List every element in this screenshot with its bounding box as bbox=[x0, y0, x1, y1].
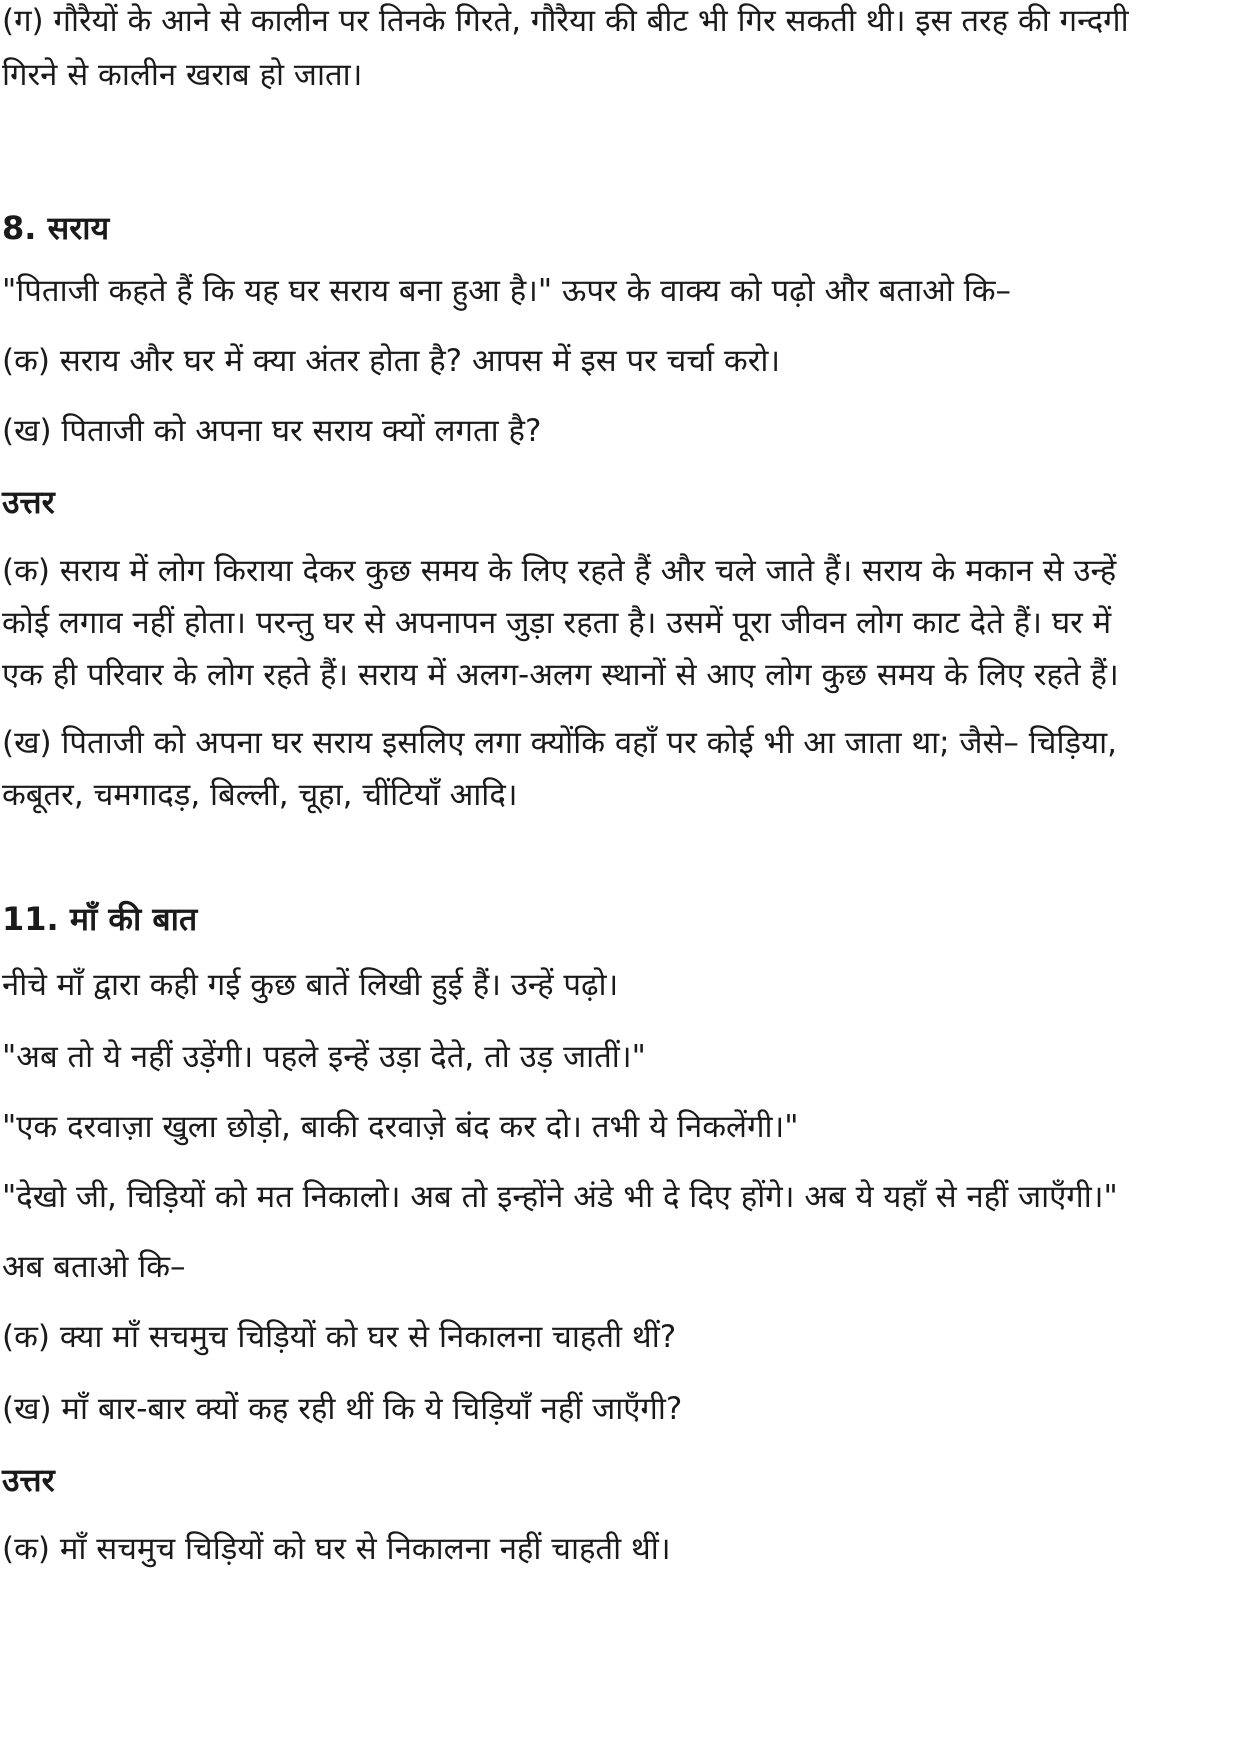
question-intro: "पिताजी कहते हैं कि यह घर सराय बना हुआ है।" ऊपर के वाक्य को पढ़ो और बताओ कि– bbox=[2, 273, 1012, 309]
question-intro: नीचे माँ द्वारा कही गई कुछ बातें लिखी हुई हैं। उन्हें पढ़ो। bbox=[2, 967, 619, 1003]
quote-line: "देखो जी, चिड़ियों को मत निकालो। अब तो इन्होंने अंडे भी दे दिए होंगे। अब ये यहाँ से नहीं जाएँगी।" bbox=[2, 1179, 1118, 1215]
quote-line: "एक दरवाज़ा खुला छोड़ो, बाकी दरवाज़े बंद कर दो। तभी ये निकलेंगी।" bbox=[2, 1109, 799, 1145]
answer-label: उत्तर bbox=[2, 483, 55, 521]
question-ka: (क) सराय और घर में क्या अंतर होता है? आपस में इस पर चर्चा करो। bbox=[2, 343, 781, 379]
paragraph-line: गिरने से कालीन खराब हो जाता। bbox=[2, 57, 363, 93]
question-ka: (क) क्या माँ सचमुच चिड़ियों को घर से निकालना चाहती थीं? bbox=[2, 1319, 677, 1355]
section-heading-maa-ki-baat: 11. माँ की बात bbox=[2, 900, 198, 938]
quote-line: "अब तो ये नहीं उड़ेंगी। पहले इन्हें उड़ा देते, तो उड़ जातीं।" bbox=[2, 1039, 646, 1075]
answer-line: एक ही परिवार के लोग रहते हैं। सराय में अलग-अलग स्थानों से आए लोग कुछ समय के लिए रहते हैं। bbox=[2, 657, 1119, 693]
paragraph-line: (ग) गौरैयों के आने से कालीन पर तिनके गिरते, गौरैया की बीट भी गिर सकती थी। इस तरह की गन्दगी bbox=[2, 3, 1129, 39]
answer-line: कबूतर, चमगादड़, बिल्ली, चूहा, चींटियाँ आदि। bbox=[2, 777, 518, 813]
answer-line: कोई लगाव नहीं होता। परन्तु घर से अपनापन जुड़ा रहता है। उसमें पूरा जीवन लोग काट देते हैं। घर में bbox=[2, 605, 1112, 641]
section-heading-saray: 8. सराय bbox=[2, 209, 110, 247]
question-prompt: अब बताओ कि– bbox=[2, 1249, 186, 1285]
answer-label: उत्तर bbox=[2, 1461, 55, 1499]
answer-line: (क) माँ सचमुच चिड़ियों को घर से निकालना नहीं चाहती थीं। bbox=[2, 1531, 671, 1567]
question-kha: (ख) माँ बार-बार क्यों कह रही थीं कि ये चिड़ियाँ नहीं जाएँगी? bbox=[2, 1391, 683, 1427]
answer-line: (ख) पिताजी को अपना घर सराय इसलिए लगा क्योंकि वहाँ पर कोई भी आ जाता था; जैसे– चिड़िया, bbox=[2, 725, 1117, 761]
answer-line: (क) सराय में लोग किराया देकर कुछ समय के लिए रहते हैं और चले जाते हैं। सराय के मकान से उन्हें bbox=[2, 553, 1117, 589]
question-kha: (ख) पिताजी को अपना घर सराय क्यों लगता है? bbox=[2, 413, 542, 449]
